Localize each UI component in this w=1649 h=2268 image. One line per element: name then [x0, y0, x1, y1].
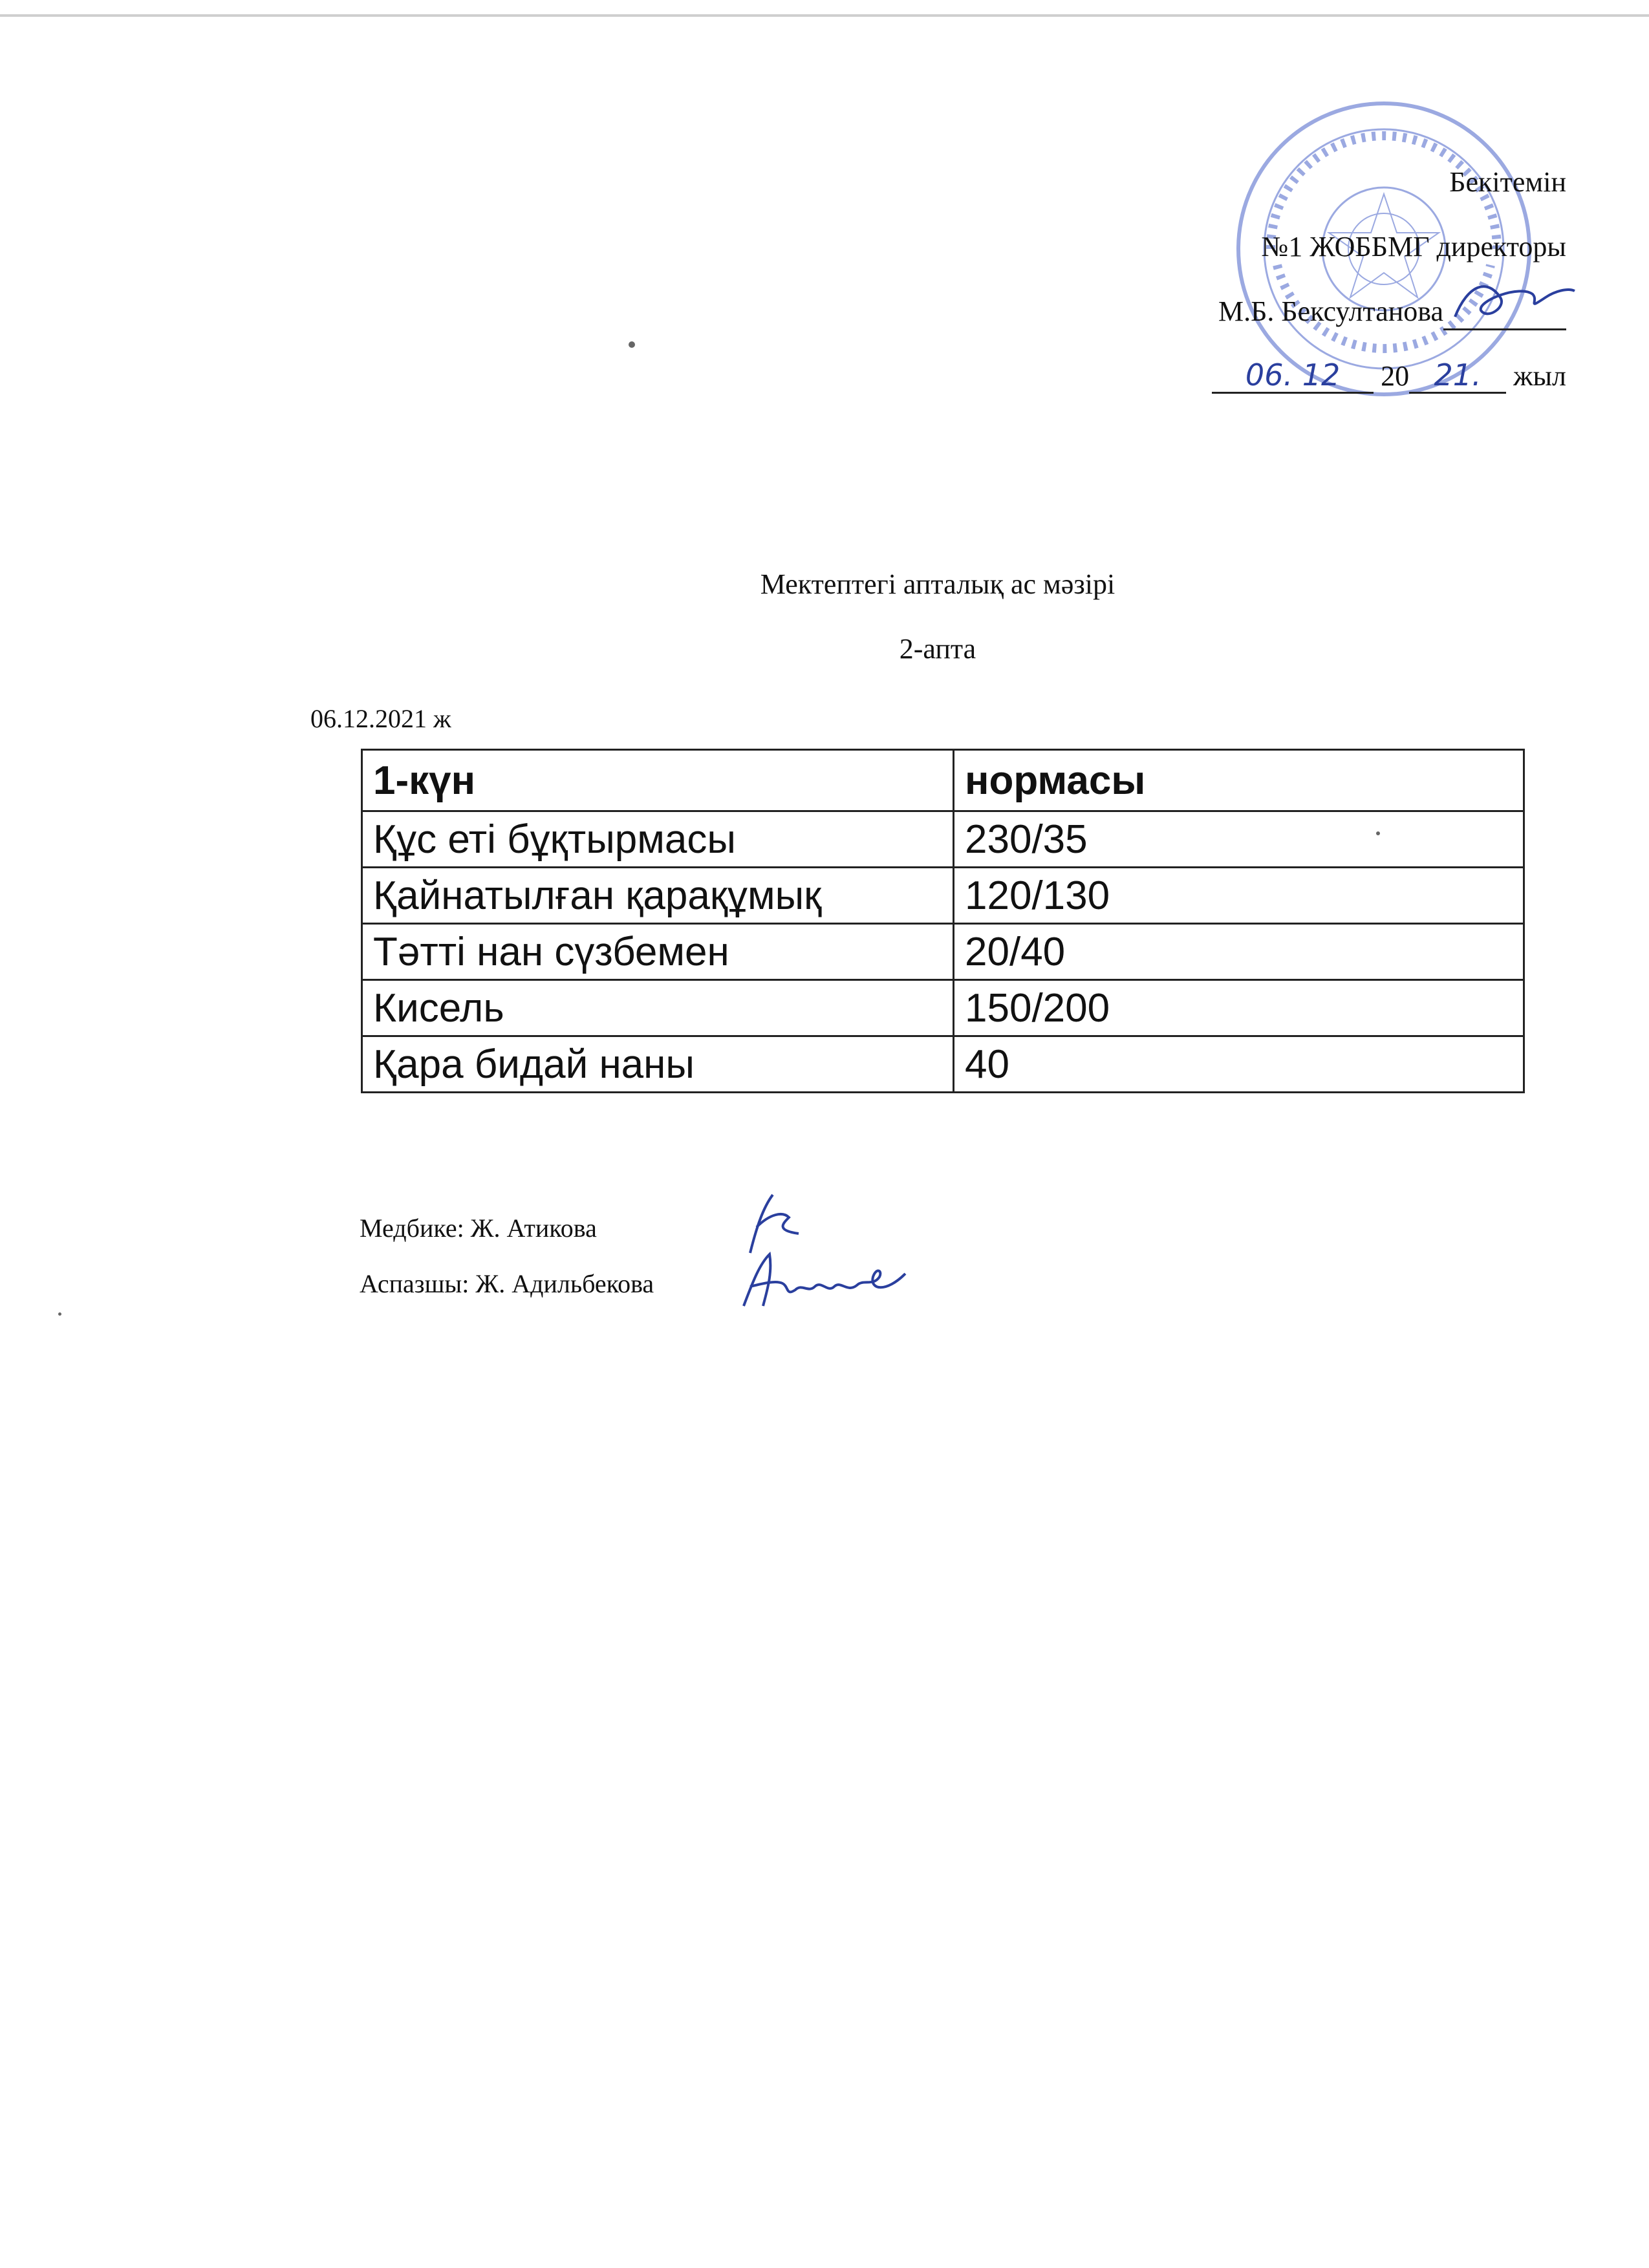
- dish-name: Тәтті нан сүзбемен: [362, 924, 954, 980]
- dish-norm: 40: [954, 1036, 1524, 1093]
- cook-signature: [737, 1248, 931, 1319]
- dish-name: Қайнатылған қарақұмық: [362, 868, 954, 924]
- document-title: Мектептегі апталық ас мәзірі: [760, 568, 1116, 600]
- scan-speck: [629, 341, 635, 348]
- approval-year-handwritten: 21.: [1409, 358, 1506, 394]
- approve-label: Бекітемін: [1449, 166, 1566, 198]
- menu-date: 06.12.2021 ж: [310, 704, 451, 733]
- column-header-norm: нормасы: [954, 750, 1524, 811]
- table-header-row: [362, 750, 1524, 811]
- dish-norm: 120/130: [954, 868, 1524, 924]
- dish-norm: 20/40: [954, 924, 1524, 980]
- week-label: 2-апта: [899, 633, 976, 665]
- column-header-day: 1-күн: [362, 750, 954, 811]
- table-row: [362, 924, 1524, 980]
- dish-norm: 230/35: [954, 811, 1524, 868]
- dish-name: Құс еті бұқтырмасы: [362, 811, 954, 868]
- director-name: М.Б. Бексултанова: [1218, 295, 1443, 327]
- nurse-line: Медбике: Ж. Атикова: [360, 1214, 597, 1243]
- year-suffix: жыл: [1513, 360, 1566, 392]
- dish-norm: 150/200: [954, 980, 1524, 1036]
- director-position: №1 ЖОББМГ директоры: [1261, 231, 1566, 262]
- year-prefix: 20: [1381, 360, 1410, 392]
- scan-speck: [58, 1312, 61, 1316]
- approval-date-handwritten: 06. 12: [1212, 358, 1374, 394]
- menu-table: [361, 749, 1525, 1093]
- dish-name: Кисель: [362, 980, 954, 1036]
- table-row: [362, 980, 1524, 1036]
- table-row: [362, 1036, 1524, 1093]
- cook-line: Аспазшы: Ж. Адильбекова: [360, 1269, 654, 1298]
- table-row: [362, 868, 1524, 924]
- director-signature: [1449, 272, 1578, 330]
- scan-border: [0, 14, 1649, 17]
- table-row: [362, 811, 1524, 868]
- dish-name: Қара бидай наны: [362, 1036, 954, 1093]
- approval-date-line: [1212, 344, 1566, 409]
